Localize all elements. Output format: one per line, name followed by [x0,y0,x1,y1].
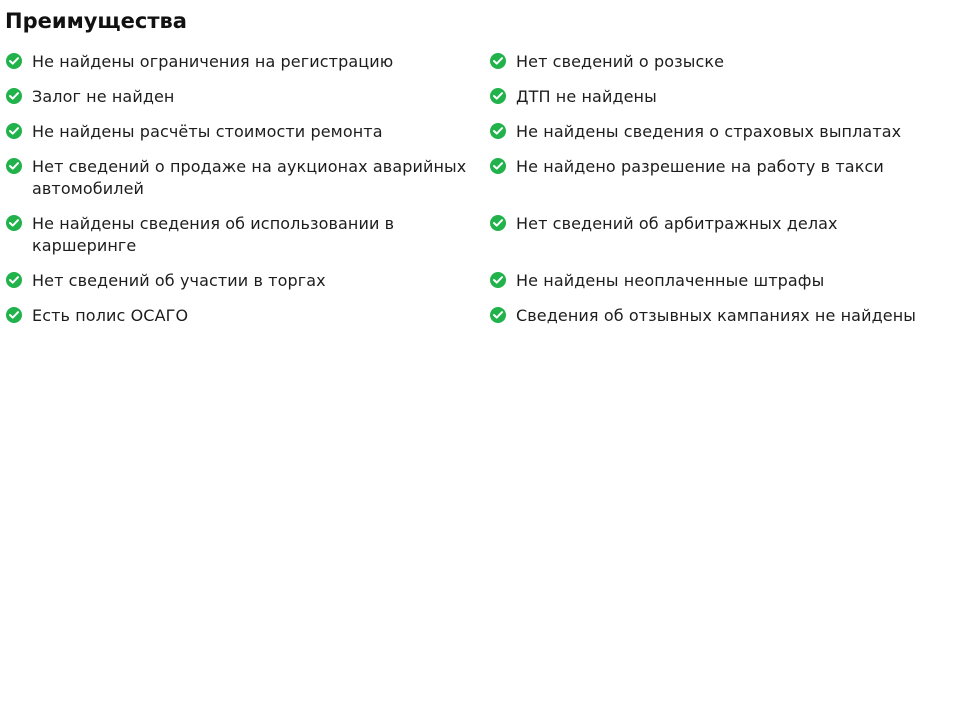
check-circle-icon [490,272,506,288]
advantage-item [6,305,472,327]
advantage-label: Не найдены неоплаченные штрафы [516,271,825,290]
advantage-label: Не найдены сведения о страховых выплатах [516,122,902,141]
advantage-label: Нет сведений об арбитражных делах [516,214,838,233]
advantage-label: Не найдено разрешение на работу в такси [516,157,884,176]
check-circle-icon [490,88,506,104]
check-circle-icon [6,123,22,139]
advantage-label: Не найдены сведения об использовании в каршеринге [32,214,395,255]
advantage-label: Нет сведений о продаже на аукционах аварийных автомобилей [32,157,467,198]
advantage-label: Не найдены расчёты стоимости ремонта [32,122,383,141]
check-circle-icon [6,88,22,104]
advantage-label: Залог не найден [32,87,175,106]
advantage-label: Не найдены ограничения на регистрацию [32,52,394,71]
advantage-label: Сведения об отзывных кампаниях не найдены [516,306,916,325]
advantage-item [6,86,472,108]
check-circle-icon [6,158,22,174]
advantage-item [6,51,472,73]
check-circle-icon [490,123,506,139]
advantage-item [6,270,472,292]
section-title: Преимущества [5,9,187,33]
advantage-item [490,213,930,235]
check-circle-icon [490,53,506,69]
advantage-item [6,213,412,257]
advantage-label: Нет сведений о розыске [516,52,725,71]
advantage-item [490,156,930,178]
advantage-label: Нет сведений об участии в торгах [32,271,326,290]
advantage-item [490,51,930,73]
advantage-label: ДТП не найдены [516,87,657,106]
advantage-item [6,121,472,143]
advantage-item [490,305,930,327]
advantage-item [490,121,930,143]
check-circle-icon [6,53,22,69]
check-circle-icon [6,215,22,231]
check-circle-icon [490,158,506,174]
check-circle-icon [490,215,506,231]
advantage-item [490,86,930,108]
check-circle-icon [6,272,22,288]
check-circle-icon [6,307,22,323]
advantage-item [490,270,930,292]
advantage-label: Есть полис ОСАГО [32,306,189,325]
advantage-item [6,156,472,200]
check-circle-icon [490,307,506,323]
